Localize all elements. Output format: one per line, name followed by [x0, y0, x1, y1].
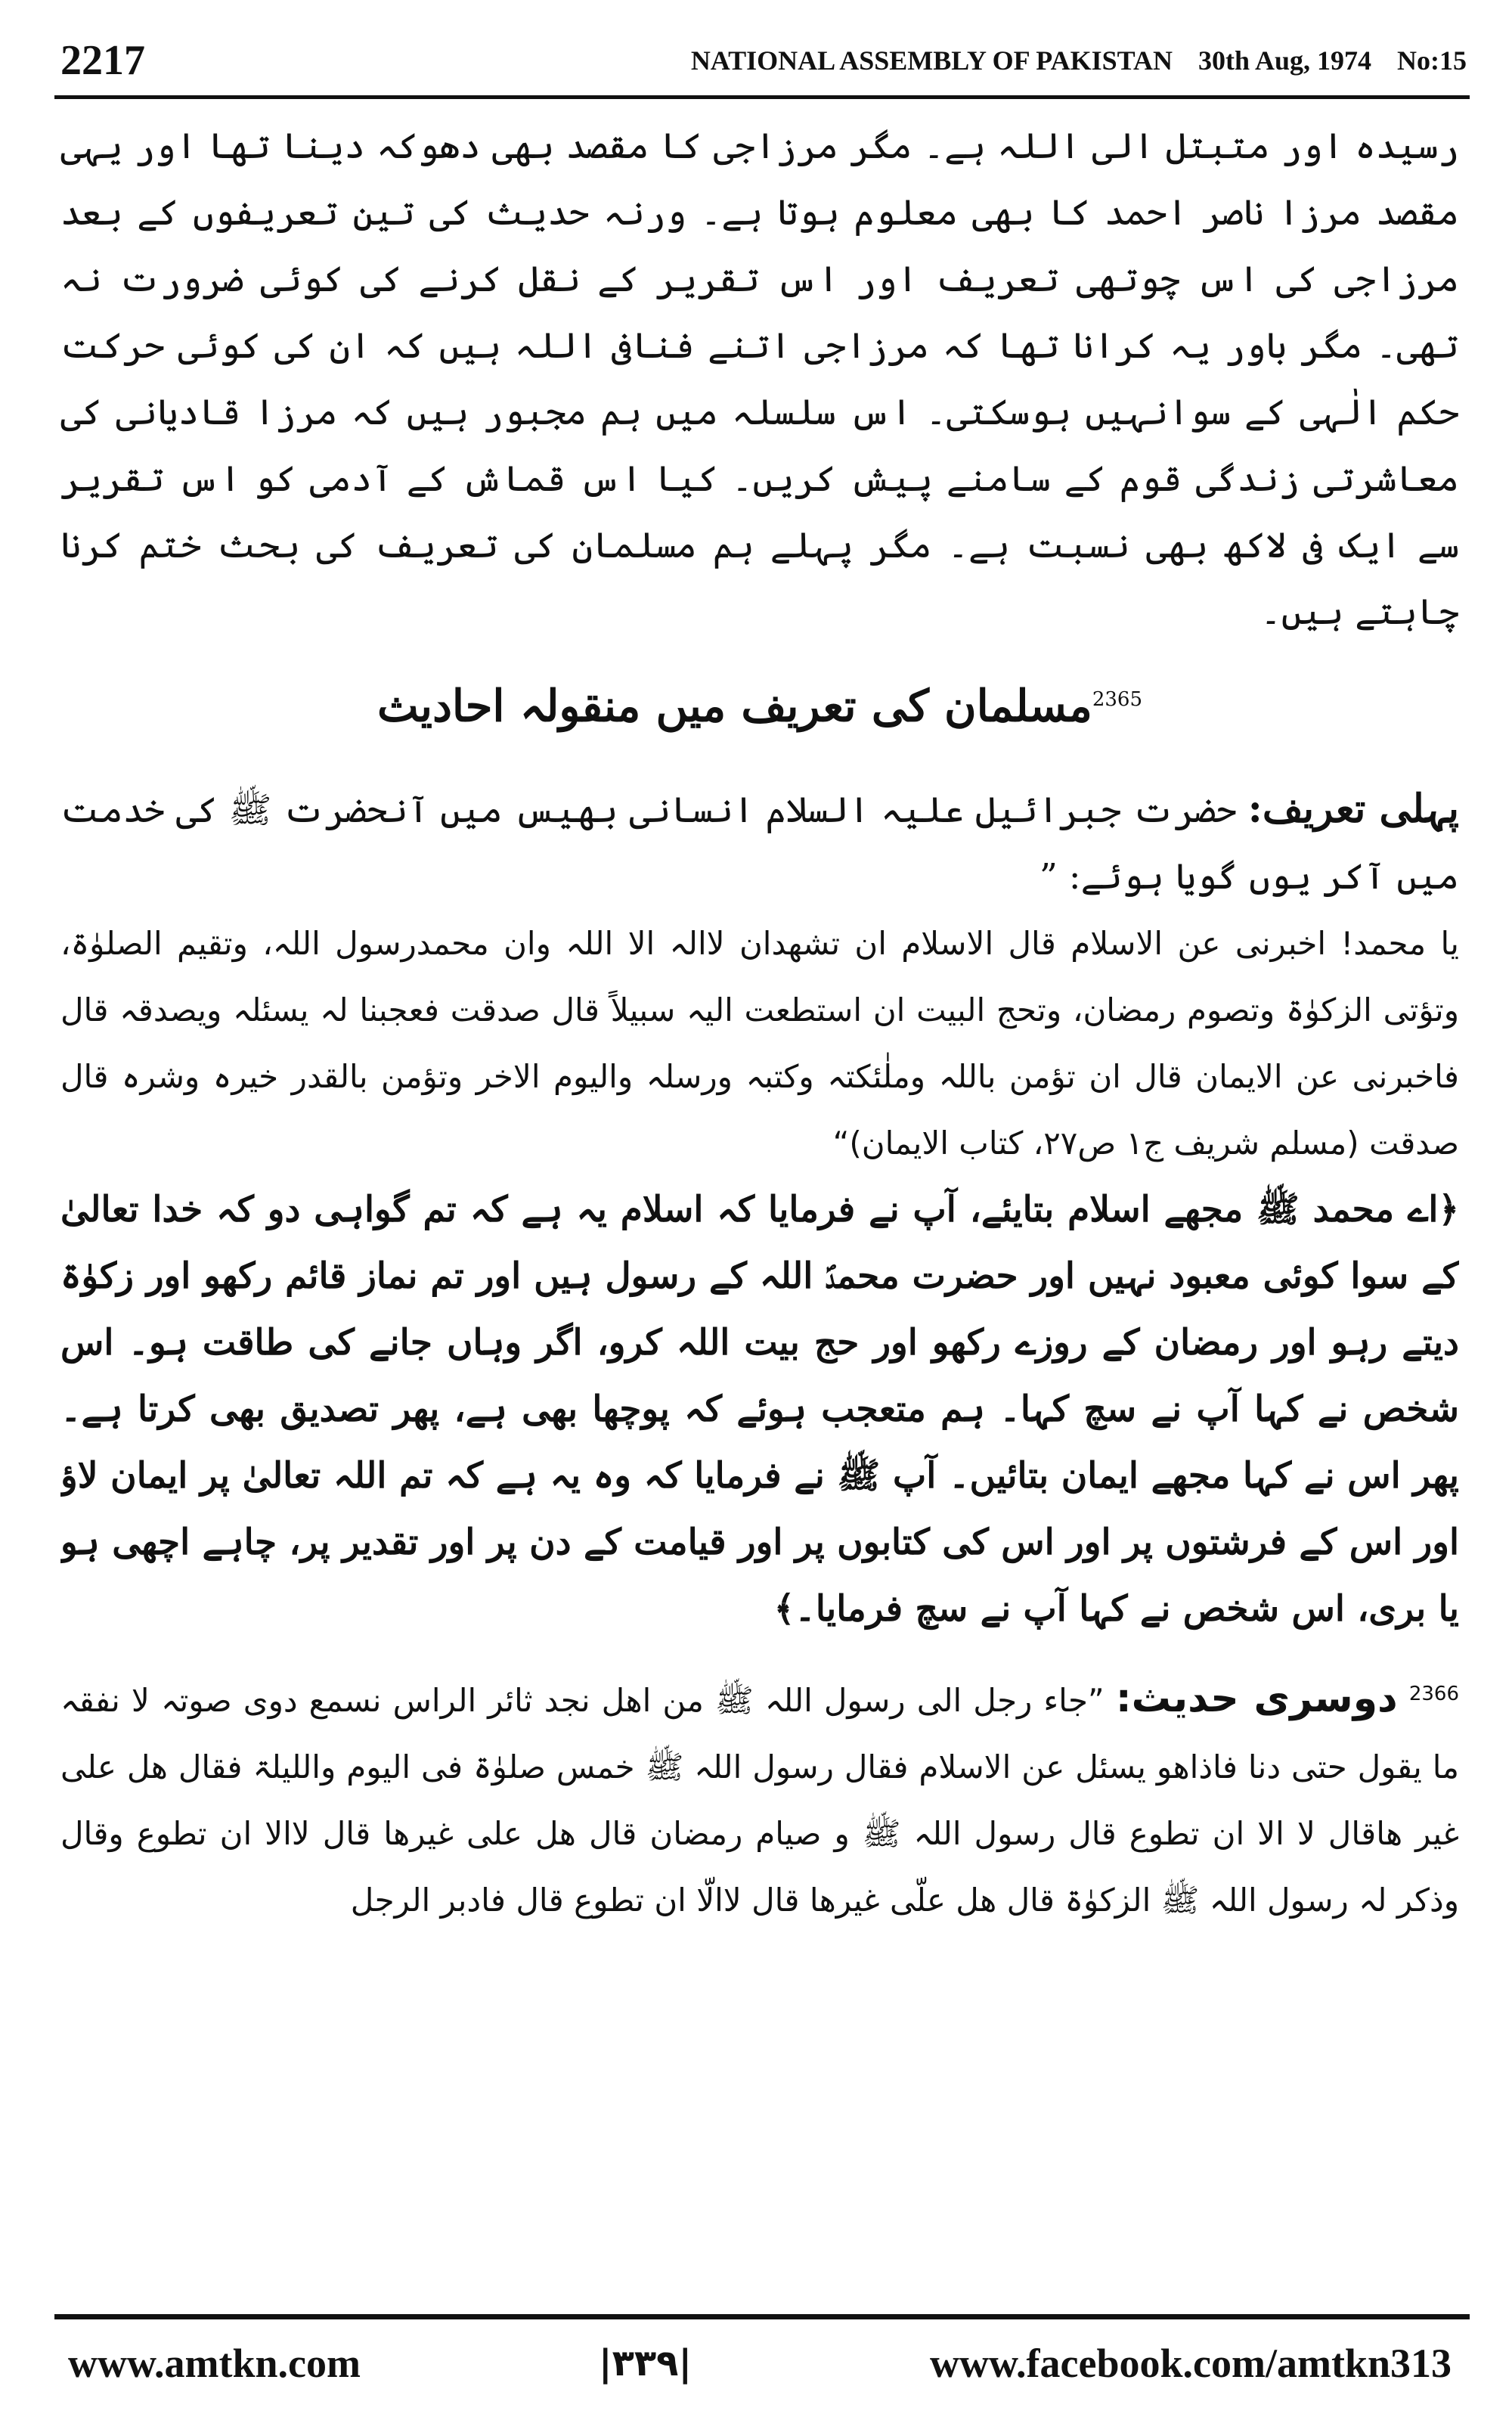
header-rule [54, 95, 1470, 99]
session-date: 30th Aug, 1974 [1198, 45, 1371, 76]
assembly-name: NATIONAL ASSEMBLY OF PAKISTAN [690, 45, 1173, 76]
arabic-hadith-1-text: یا محمد! اخبرنی عن الاسلام قال الاسلام ان تشھدان لاالہ الا اللہ وان محمدرسول اللہ، وتقیم الصلوٰۃ، وتؤتی الزکوٰۃ وتصوم رمضان، وتحج البیت ان استطعت الیہ سبیلاً قال صدقت فعجبنا لہ یسئلہ ویصدقہ قال فاخبرنی عن الایمان قال ان تؤمن باللہ وملٰئکتہ وکتبہ ورسلہ والیوم الاخر وتؤمن بالقدر خیرہ وشرہ قال صدقت [60, 925, 1459, 1162]
page-number: 2217 [60, 37, 145, 84]
arabic-hadith-1 [60, 911, 1459, 1177]
page-header [60, 30, 1467, 91]
second-hadith-text: ”جاء رجل الی رسول اللہ ﷺ من اھل نجد ثائر الراس نسمع دوی صوتہ لا نفقہ ما یقول حتی دنا فاذاھو یسئل عن الاسلام فقال رسول اللہ ﷺ خمس صلوٰۃ فی الیوم واللیلۃ فقال ھل علی غیر ھاقال لا الا ان تطوع قال رسول اللہ ﷺ و صیام رمضان قال ھل علی غیرھا قال لاالا ان تطوع وقال وذکر لہ رسول اللہ ﷺ الزکوٰۃ قال ھل علّی غیرھا قال لاالّا ان تطوع قال فادبر الرجل [60, 1682, 1459, 1919]
second-hadith-label: دوسری حدیث: [1115, 1676, 1398, 1722]
section-heading [60, 666, 1459, 740]
second-reference: 2366 [1408, 1683, 1459, 1706]
second-hadith [60, 1661, 1459, 1934]
citation-1: (مسلم شریف ج۱ ص۲۷، کتاب الایمان)“ [832, 1125, 1359, 1162]
footer-rule [54, 2314, 1470, 2319]
session-number: No:15 [1397, 45, 1467, 76]
facebook-link[interactable]: www.facebook.com/amtkn313 [930, 2341, 1452, 2386]
first-definition-label: پہلی تعریف: [1247, 786, 1459, 833]
first-definition-text: حضرت جبرائیل علیہ السلام انسانی بھیس میں آنحضرت ﷺ کی خدمت میں آکر یوں گویا ہوئے: ” [60, 790, 1459, 898]
website-link[interactable]: www.amtkn.com [68, 2341, 361, 2386]
page-footer [68, 2329, 1452, 2397]
heading-text: مسلمان کی تعریف میں منقولہ احادیث [376, 680, 1092, 732]
translation-1: ﴿اے محمد ﷺ مجھے اسلام بتایئے، آپ نے فرمایا کہ اسلام یہ ہے کہ تم گواہی دو کہ خدا تعالیٰ کے سوا کوئی معبود نہیں اور حضرت محمدؐ اللہ کے رسول ہیں اور تم نماز قائم رکھو اور زکوٰۃ دیتے رہو اور رمضان کے روزے رکھو اور حج بیت اللہ کرو، اگر وہاں جانے کی طاقت ہو۔ اس شخص نے کہا آپ نے سچ کہا۔ ہم متعجب ہوئے کہ پوچھا بھی ہے، پھر تصدیق بھی کرتا ہے۔ پھر اس نے کہا مجھے ایمان بتائیں۔ آپ ﷺ نے فرمایا کہ وہ یہ ہے کہ تم اللہ تعالیٰ پر ایمان لاؤ اور اس کے فرشتوں پر اور اس کی کتابوں پر اور قیامت کے دن پر اور تقدیر پر، چاہے اچھی ہو یا بری، اس شخص نے کہا آپ نے سچ فرمایا۔﴾ [60, 1189, 1459, 1630]
heading-reference: 2365 [1092, 688, 1142, 711]
document-body [60, 113, 1459, 2299]
footer-page-number: |۳۳۹| [599, 2342, 692, 2384]
header-meta [691, 45, 1467, 76]
first-definition [60, 776, 1459, 911]
intro-paragraph: رسیدہ اور متبتل الی اللہ ہے۔ مگر مرزاجی کا مقصد بھی دھوکہ دینا تھا اور یہی مقصد مرزا ناصر احمد کا بھی معلوم ہوتا ہے۔ ورنہ حدیث کی تین تعریفوں کے بعد مرزاجی کی اس چوتھی تعریف اور اس تقریر کے نقل کرنے کی کوئی ضرورت نہ تھی۔ مگر باور یہ کرانا تھا کہ مرزاجی اتنے فنافی اللہ ہیں کہ ان کی کوئی حرکت حکم الٰہی کے سوانہیں ہوسکتی۔ اس سلسلہ میں ہم مجبور ہیں کہ مرزا قادیانی کی معاشرتی زندگی قوم کے سامنے پیش کریں۔ کیا اس قماش کے آدمی کو اس تقریر سے ایک فی لاکھ بھی نسبت ہے۔ مگر پہلے ہم مسلمان کی تعریف کی بحث ختم کرنا چاہتے ہیں۔ [60, 126, 1459, 633]
